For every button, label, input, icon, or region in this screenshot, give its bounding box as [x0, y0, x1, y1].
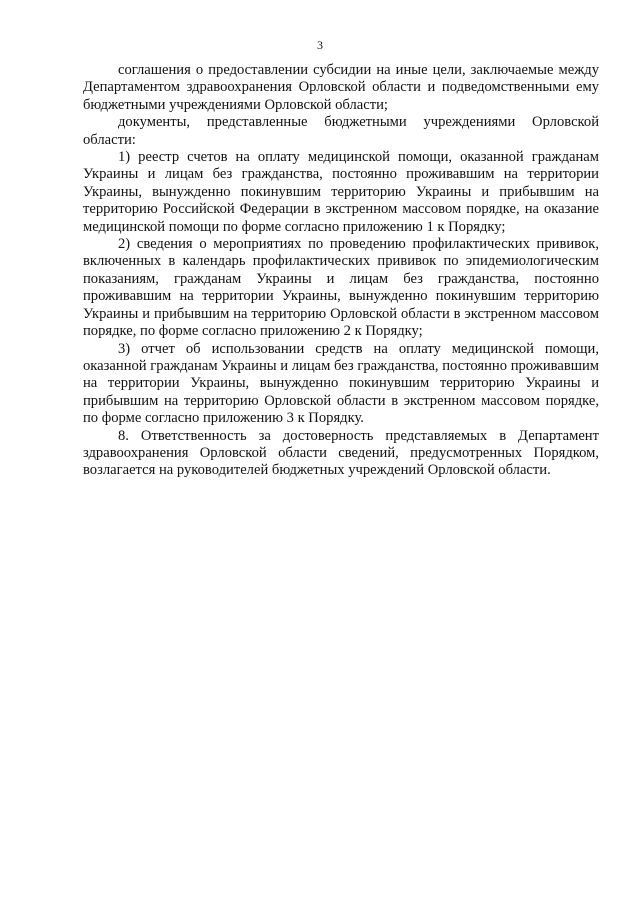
document-body [83, 62, 599, 480]
paragraph-item-3: 3) отчет об использовании средств на оплату медицинской помощи, оказанной гражданам Украины и лицам без гражданства, постоянно проживавшим на территории Украины, вынужденно покинувшим территорию Украины и прибывшим на территорию Орловской области в экстренном массовом порядке, по форме согласно приложению 3 к Порядку. [83, 340, 599, 427]
paragraph-section-8: 8. Ответственность за достоверность представляемых в Департамент здравоохранения Орловской области сведений, предусмотренных Порядком, возлагается на руководителей бюджетных учреждений Орловской области. [83, 427, 599, 479]
paragraph-agreements: соглашения о предоставлении субсидии на иные цели, заключаемые между Департаментом здравоохранения Орловской области и подведомственными ему бюджетными учреждениями Орловской области; [83, 62, 599, 113]
paragraph-documents: документы, представленные бюджетными учреждениями Орловской области: [83, 114, 599, 148]
page-number: 3 [317, 38, 323, 52]
paragraph-item-2: 2) сведения о мероприятиях по проведению профилактических прививок, включенных в календарь профилактических прививок по эпидемиологическим показаниям, гражданам Украины и лицам без гражданства, постоянно проживавшим на территории Украины, вынужденно покинувшим территорию Украины и прибывшим на территорию Орловской области в экстренном массовом порядке, по форме согласно приложению 2 к Порядку; [83, 236, 599, 340]
paragraph-item-1: 1) реестр счетов на оплату медицинской помощи, оказанной гражданам Украины и лицам без гражданства, постоянно проживавшим на территории Украины, вынужденно покинувшим территорию Украины и прибывшим на территорию Российской Федерации в экстренном массовом порядке, на оказание медицинской помощи по форме согласно приложению 1 к Порядку; [83, 149, 599, 235]
